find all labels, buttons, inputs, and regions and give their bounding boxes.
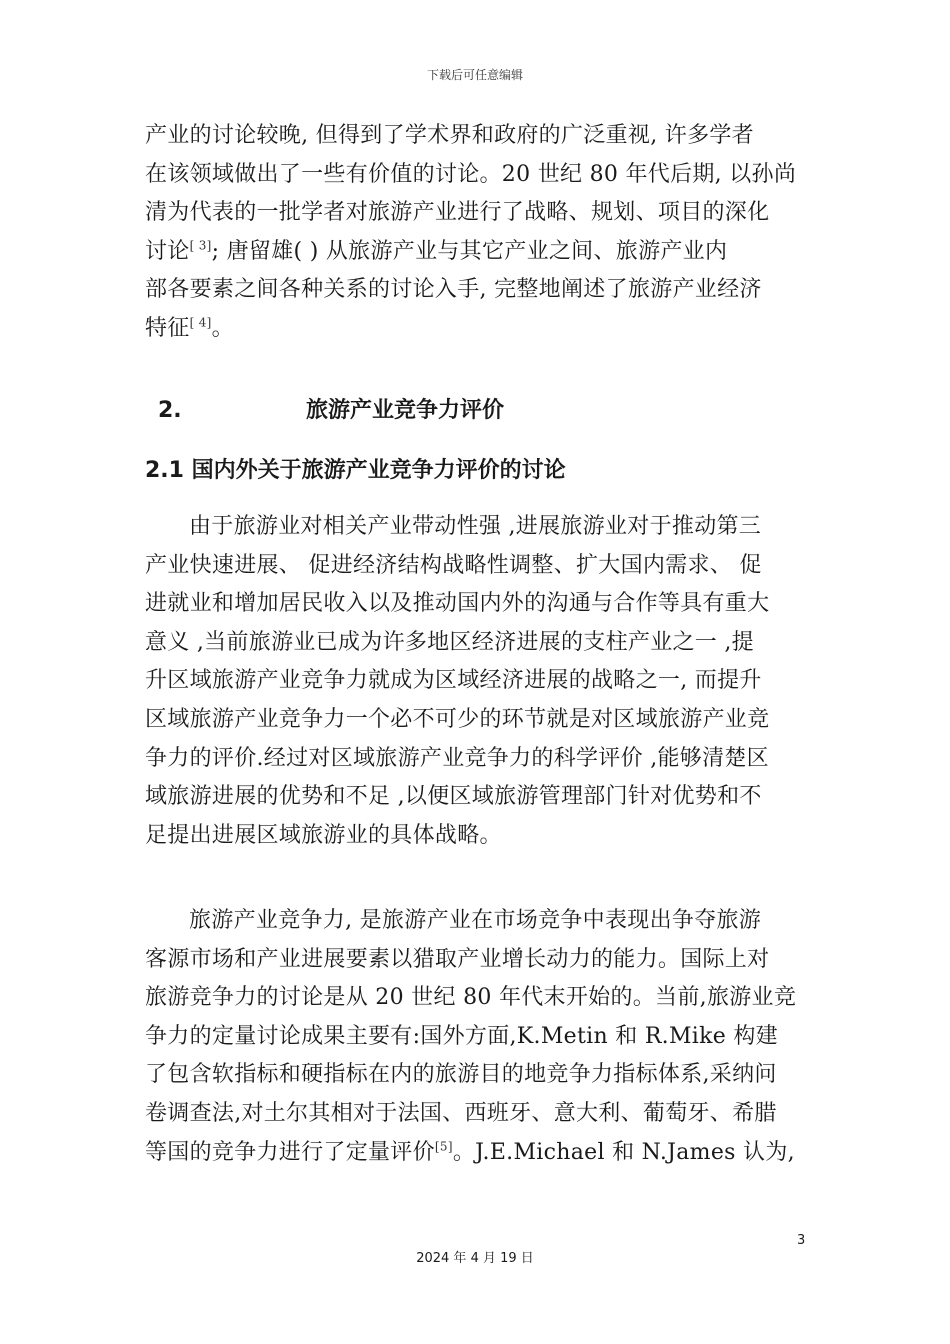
- text-line: 部各要素之间各种关系的讨论入手, 完整地阐述了旅游产业经济: [145, 277, 762, 303]
- text-line: 卷调查法,对土尔其相对于法国、西班牙、意大利、葡萄牙、希腊: [145, 1100, 777, 1126]
- text-segment: 特征: [145, 315, 190, 341]
- text-line: 清为代表的一批学者对旅游产业进行了战略、规划、项目的深化: [145, 200, 770, 226]
- paragraph-continued: [145, 117, 810, 349]
- text-line: 旅游产业竞争力, 是旅游产业在市场竞争中表现出争夺旅游: [189, 908, 762, 933]
- page-number: 3: [797, 1233, 806, 1248]
- page-header: 下载后可任意编辑: [426, 68, 523, 82]
- text-line: 升区域旅游产业竞争力就成为区域经济进展的战略之一, 而提升: [145, 668, 762, 694]
- citation-5: [5]: [434, 1139, 453, 1154]
- text-line: 产业快速进展、 促进经济结构战略性调整、扩大国内需求、 促: [145, 552, 762, 578]
- paragraph-3: [145, 902, 810, 1172]
- text-segment: 等国的竞争力进行了定量评价: [145, 1139, 435, 1165]
- text-segment: 。J.E.Michael 和 N.James 认为,: [452, 1139, 795, 1165]
- text-line: 旅游竞争力的讨论是从 20 世纪 80 年代末开始的。当前,旅游业竞: [145, 985, 797, 1011]
- subsection-heading: 2.1 国内外关于旅游产业竞争力评价的讨论: [145, 458, 566, 483]
- text-line: 争力的定量讨论成果主要有:国外方面,K.Metin 和 R.Mike 构建: [145, 1023, 778, 1049]
- section-heading: [158, 393, 504, 424]
- page-footer-date: 2024 年 4 月 19 日: [416, 1251, 534, 1266]
- text-line: [145, 1134, 810, 1173]
- citation-3: [ 3]: [189, 238, 212, 253]
- citation-4: [ 4]: [189, 315, 212, 330]
- text-line: 客源市场和产业进展要素以猎取产业增长动力的能力。国际上对: [145, 946, 770, 972]
- text-line: 了包含软指标和硬指标在内的旅游目的地竞争力指标体系,采纳问: [145, 1062, 777, 1088]
- text-line: 域旅游进展的优势和不足 ,以便区域旅游管理部门针对优势和不: [145, 784, 762, 810]
- text-line: 由于旅游业对相关产业带动性强 ,进展旅游业对于推动第三: [189, 514, 762, 539]
- section-number: 2.: [158, 398, 182, 423]
- text-line: [145, 310, 810, 349]
- paragraph-2: [145, 508, 810, 855]
- section-title: 旅游产业竞争力评价: [306, 398, 505, 423]
- text-line: 意义 ,当前旅游业已成为许多地区经济进展的支柱产业之一 ,提: [145, 629, 754, 655]
- text-segment: 讨论: [145, 238, 190, 264]
- text-line: 进就业和增加居民收入以及推动国内外的沟通与合作等具有重大: [145, 591, 770, 617]
- text-line: 在该领域做出了一些有价值的讨论。20 世纪 80 年代后期, 以孙尚: [145, 161, 797, 187]
- text-line: 足提出进展区域旅游业的具体战略。: [145, 822, 502, 848]
- text-line: 争力的评价.经过对区域旅游产业竞争力的科学评价 ,能够清楚区: [145, 745, 769, 771]
- text-segment: 。: [211, 315, 234, 341]
- text-line: 产业的讨论较晚, 但得到了学术界和政府的广泛重视, 许多学者: [145, 123, 754, 148]
- text-line: [145, 233, 810, 272]
- text-segment: ; 唐留雄( ) 从旅游产业与其它产业之间、旅游产业内: [211, 238, 728, 264]
- text-line: 区域旅游产业竞争力一个必不可少的环节就是对区域旅游产业竞: [145, 706, 770, 732]
